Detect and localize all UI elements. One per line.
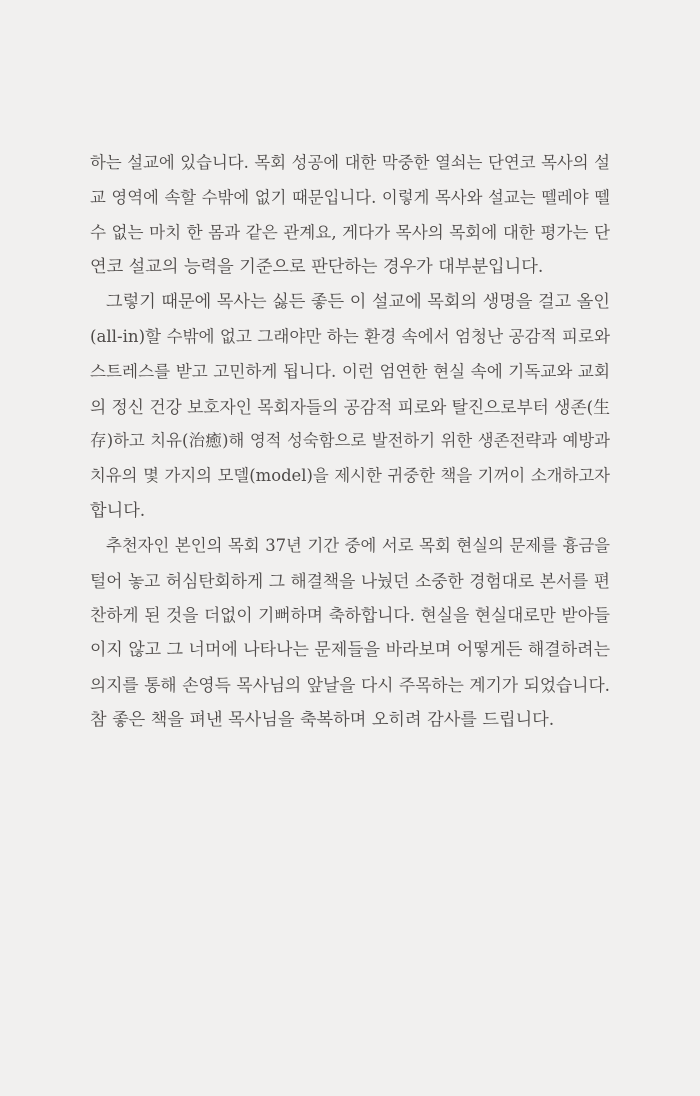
- paragraph-1: [90, 146, 610, 285]
- text-line: 存)하고 치유(治癒)해 영적 성숙함으로 발전하기 위한 생존전략과 예방과: [90, 431, 610, 451]
- paragraph-2: [90, 285, 610, 529]
- paragraph-3: [90, 529, 610, 738]
- text-line: 교 영역에 속할 수밖에 없기 때문입니다. 이렇게 목사와 설교는 뗄레야 뗄: [90, 187, 610, 207]
- text-line: 하는 설교에 있습니다. 목회 성공에 대한 막중한 열쇠는 단연코 목사의 설: [90, 153, 610, 172]
- text-line: 그렇기 때문에 목사는 싫든 좋든 이 설교에 목회의 생명을 걸고 올인: [106, 292, 610, 313]
- text-line: 치유의 몇 가지의 모델(model)을 제시한 귀중한 책을 기꺼이 소개하고자: [90, 466, 610, 486]
- text-line: 스트레스를 받고 고민하게 됩니다. 이런 엄연한 현실 속에 기독교와 교회: [90, 361, 610, 381]
- body-text: [90, 146, 610, 738]
- text-line: (all-in)할 수밖에 없고 그래야만 하는 환경 속에서 엄청난 공감적 피로와: [90, 326, 610, 346]
- text-line: 참 좋은 책을 펴낸 목사님을 축복하며 오히려 감사를 드립니다.: [90, 709, 555, 730]
- text-line: 합니다.: [90, 500, 146, 521]
- text-line: 의 정신 건강 보호자인 목회자들의 공감적 피로와 탈진으로부터 생존(生: [90, 396, 610, 417]
- text-line: 찬하게 된 것을 더없이 기뻐하며 축하합니다. 현실을 현실대로만 받아들: [90, 605, 610, 626]
- text-line: 이지 않고 그 너머에 나타나는 문제들을 바라보며 어떻게든 해결하려는: [90, 640, 610, 661]
- text-line: 연코 설교의 능력을 기준으로 판단하는 경우가 대부분입니다.: [90, 257, 544, 278]
- text-line: 추천자인 본인의 목회 37년 기간 중에 서로 목회 현실의 문제를 흉금을: [106, 535, 610, 555]
- text-line: 의지를 통해 손영득 목사님의 앞날을 다시 주목하는 계기가 되었습니다.: [90, 674, 610, 695]
- text-line: 털어 놓고 허심탄회하게 그 해결책을 나눴던 소중한 경험대로 본서를 편: [90, 570, 610, 591]
- text-line: 수 없는 마치 한 몸과 같은 관계요, 게다가 목사의 목회에 대한 평가는 단: [90, 222, 610, 242]
